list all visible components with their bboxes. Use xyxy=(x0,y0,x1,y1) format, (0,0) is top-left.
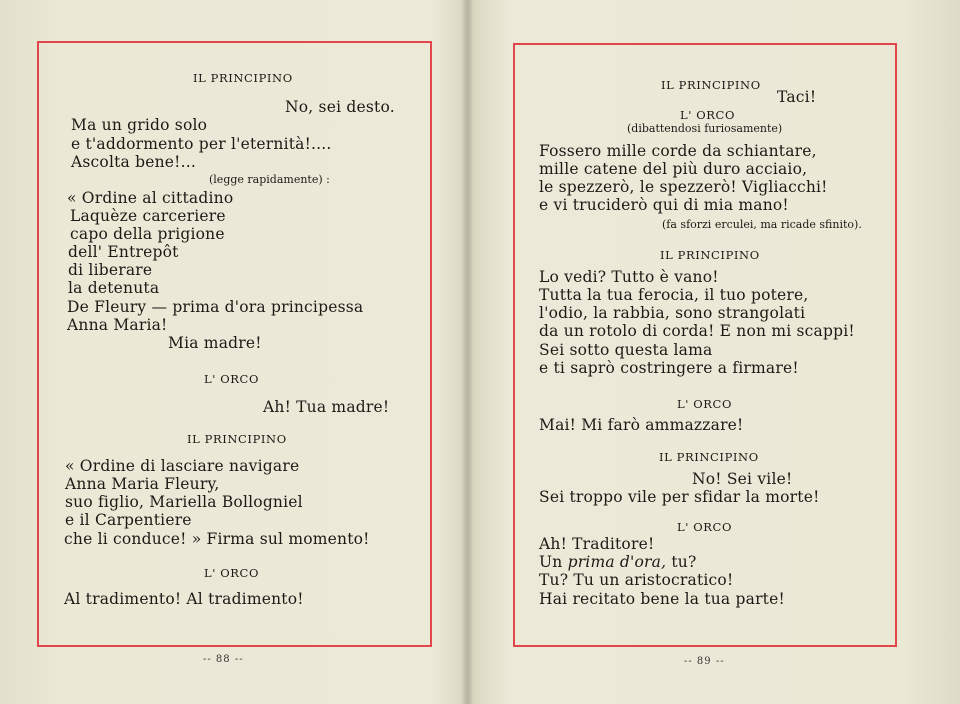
speaker-heading: IL PRINCIPINO xyxy=(661,78,761,92)
verse-line: e vi truciderò qui di mia mano! xyxy=(539,196,789,214)
page-number: -- 88 -- xyxy=(203,654,244,665)
speaker-heading: IL PRINCIPINO xyxy=(659,450,759,464)
verse-line: Ma un grido solo xyxy=(71,116,208,134)
speaker-heading: L' ORCO xyxy=(204,372,259,386)
verse-line: che li conduce! » Firma sul momento! xyxy=(64,530,370,548)
verse-line: Anna Maria Fleury, xyxy=(65,475,220,493)
stage-direction: (dibattendosi furiosamente) xyxy=(627,122,783,135)
verse-line: Taci! xyxy=(777,88,817,106)
verse-line: e il Carpentiere xyxy=(65,511,192,529)
verse-line: dell' Entrepôt xyxy=(68,243,179,261)
verse-line: e t'addormento per l'eternità!.... xyxy=(71,135,332,153)
stage-direction: (legge rapidamente) : xyxy=(209,173,330,186)
verse-line: Lo vedi? Tutto è vano! xyxy=(539,268,719,286)
verse-line: « Ordine al cittadino xyxy=(67,189,234,207)
speaker-heading: IL PRINCIPINO xyxy=(193,71,293,85)
verse-line: Fossero mille corde da schiantare, xyxy=(539,142,817,160)
verse-text: tu? xyxy=(666,553,697,571)
verse-italic: prima d'ora, xyxy=(567,553,667,571)
verse-line: No, sei desto. xyxy=(285,98,395,116)
book-gutter xyxy=(462,0,472,704)
page-number: -- 89 -- xyxy=(684,656,725,667)
verse-line: suo figlio, Mariella Bollogniel xyxy=(65,493,303,511)
verse-line: Tu? Tu un aristocratico! xyxy=(539,571,734,589)
stage-direction: (fa sforzi erculei, ma ricade sfinito). xyxy=(662,218,862,231)
verse-line: « Ordine di lasciare navigare xyxy=(65,457,300,475)
verse-line: le spezzerò, le spezzerò! Vigliacchi! xyxy=(539,178,828,196)
verse-line: da un rotolo di corda! E non mi scappi! xyxy=(539,322,855,340)
verse-line: Ascolta bene!... xyxy=(71,153,196,171)
verse-line: capo della prigione xyxy=(70,225,225,243)
verse-line: l'odio, la rabbia, sono strangolati xyxy=(539,304,806,322)
verse-text: Un xyxy=(539,553,568,571)
verse-line: Mia madre! xyxy=(168,334,262,352)
verse-line: Ah! Traditore! xyxy=(539,535,655,553)
speaker-heading: IL PRINCIPINO xyxy=(187,432,287,446)
verse-line: Mai! Mi farò ammazzare! xyxy=(539,416,744,434)
verse-line: Ah! Tua madre! xyxy=(263,398,390,416)
verse-line: No! Sei vile! xyxy=(692,470,793,488)
verse-line: mille catene del più duro acciaio, xyxy=(539,160,808,178)
speaker-heading: IL PRINCIPINO xyxy=(660,248,760,262)
verse-line: e ti saprò costringere a firmare! xyxy=(539,359,799,377)
verse-line: Hai recitato bene la tua parte! xyxy=(539,590,785,608)
verse-line: Sei troppo vile per sfidar la morte! xyxy=(539,488,820,506)
verse-line: Sei sotto questa lama xyxy=(539,341,713,359)
speaker-heading: L' ORCO xyxy=(204,566,259,580)
verse-line: De Fleury — prima d'ora principessa xyxy=(67,298,364,316)
verse-line: la detenuta xyxy=(68,279,160,297)
verse-line: Laquèze carceriere xyxy=(70,207,226,225)
verse-line xyxy=(539,553,696,571)
speaker-heading: L' ORCO xyxy=(677,520,732,534)
verse-line: di liberare xyxy=(68,261,153,279)
speaker-heading: L' ORCO xyxy=(680,108,735,122)
verse-line: Anna Maria! xyxy=(67,316,168,334)
verse-line: Al tradimento! Al tradimento! xyxy=(64,590,304,608)
speaker-heading: L' ORCO xyxy=(677,397,732,411)
verse-line: Tutta la tua ferocia, il tuo potere, xyxy=(539,286,809,304)
